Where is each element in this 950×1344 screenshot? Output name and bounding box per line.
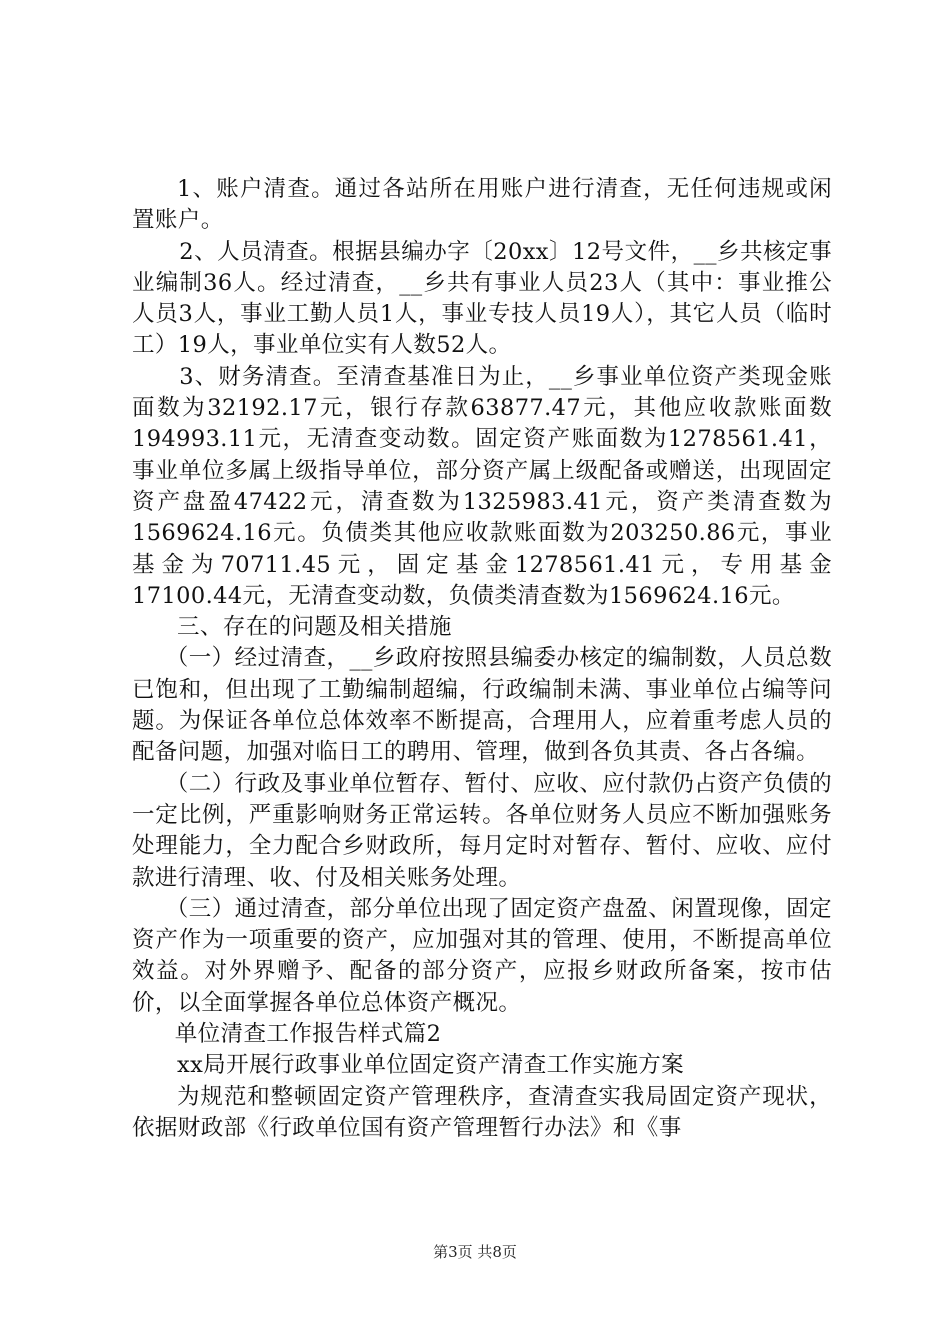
paragraph-personnel-check: 2、人员清查。根据县编办字〔20xx〕12号文件，__乡共核定事业编制36人。经过清查，__乡共有事业人员23人（其中：事业推公人员3人，事业工勤人员1人，事业专技人员19人），其它人员（临时工）19人，事业单位实有人数52人。 xyxy=(132,238,832,359)
page-number-footer: 第3页 共8页 xyxy=(433,1243,517,1261)
paragraph-account-check: 1、账户清查。通过各站所在用账户进行清查，无任何违规或闲置账户。 xyxy=(132,176,832,234)
paragraph-problem-1: （一）经过清查，__乡政府按照县编委办核定的编制数，人员总数已饱和，但出现了工勤编制超编，行政编制未满、事业单位占编等问题。为保证各单位总体效率不断提高，合理用人，应着重考虑人员的配备问题，加强对临日工的聘用、管理，做到各负其责、各占各编。 xyxy=(132,645,832,766)
paragraph-problem-3: （三）通过清查，部分单位出现了固定资产盘盈、闲置现像，固定资产作为一项重要的资产，应加强对其的管理、使用，不断提高单位效益。对外界赠予、配备的部分资产，应报乡财政所备案，按市估价，以全面掌握各单位总体资产概况。 xyxy=(132,895,832,1016)
paragraph-finance-check: 3、财务清查。至清查基准日为止，__乡事业单位资产类现金账面数为32192.17元，银行存款63877.47元，其他应收款账面数194993.11元，无清查变动数。固定资产账面数为1278561.41，事业单位多属上级指导单位，部分资产属上级配备或赠送，出现固定资产盘盈47422元，清查数为1325983.41元，资产类清查数为1569624.16元。负债类其他应收款账面数为203250.86元，事业基金为70711.45元，固定基金1278561.41元，专用基金17100.44元，无清查变动数，负债类清查数为1569624.16元。 xyxy=(132,363,832,609)
section-heading-problems: 三、存在的问题及相关措施 xyxy=(177,614,452,641)
document-body xyxy=(132,174,832,1144)
paragraph-problem-2: （二）行政及事业单位暂存、暂付、应收、应付款仍占资产负债的一定比例，严重影响财务正常运转。各单位财务人员应不断加强账务处理能力，全力配合乡财政所，每月定时对暂存、暂付、应收、应付款进行清理、收、付及相关账务处理。 xyxy=(132,770,832,891)
section-heading-sample-2: 单位清查工作报告样式篇2 xyxy=(174,1021,442,1048)
paragraph-plan-intro: 为规范和整顿固定资产管理秩序，查清查实我局固定资产现状，依据财政部《行政单位国有资产管理暂行办法》和《事 xyxy=(132,1083,832,1141)
plan-title: xx局开展行政事业单位固定资产清查工作实施方案 xyxy=(177,1052,685,1079)
